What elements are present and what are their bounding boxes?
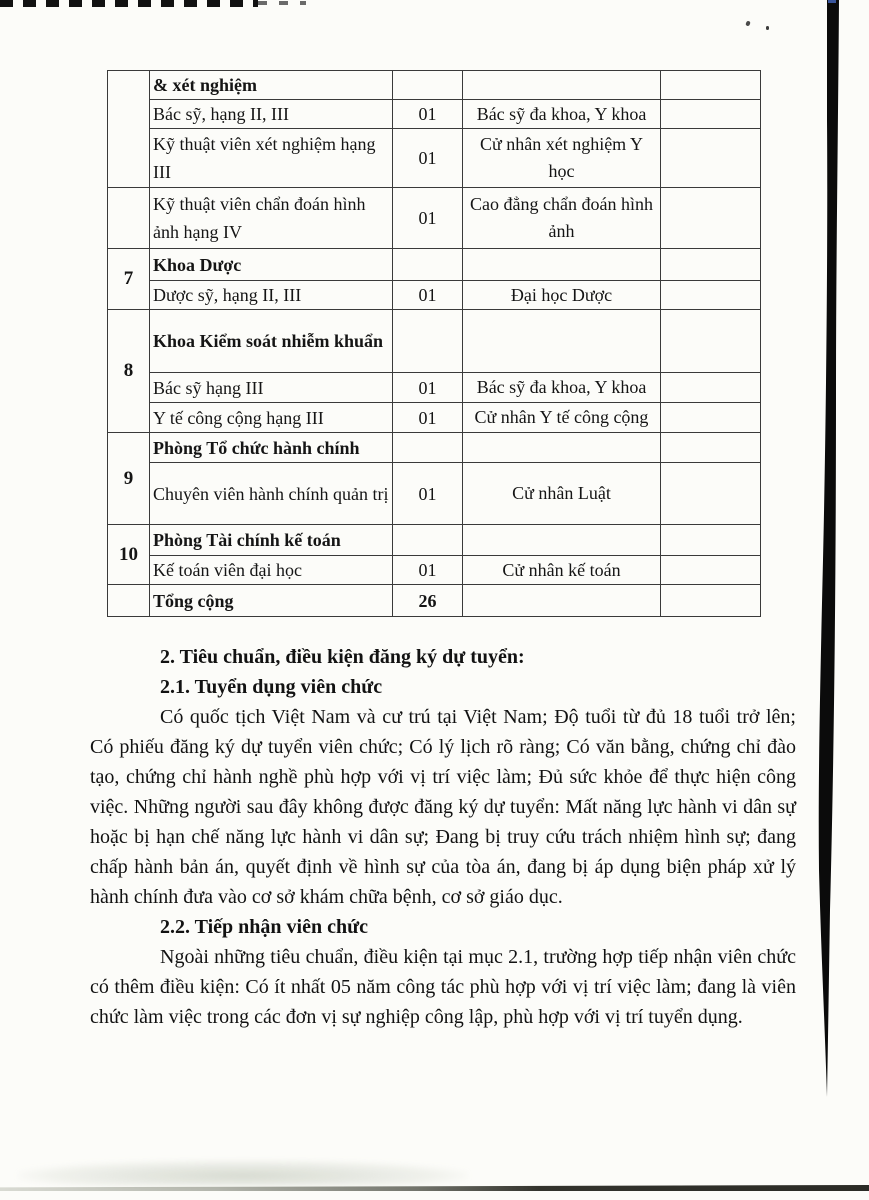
table-cell-note: [661, 556, 761, 585]
section-2-heading: 2. Tiêu chuẩn, điều kiện đăng ký dự tuyển:: [160, 646, 525, 668]
table-row: [108, 433, 761, 463]
scan-speck: [766, 26, 769, 30]
table-cell-note: [661, 373, 761, 403]
table-cell-quantity: [393, 71, 463, 100]
scan-speck: [745, 20, 750, 26]
table-cell-qualification: [463, 585, 661, 617]
scan-perforation-strip: [0, 0, 258, 7]
table-row: [108, 129, 761, 188]
body-text: [90, 642, 796, 1032]
table-cell-stt: 10: [108, 525, 150, 585]
table-cell-note: [661, 525, 761, 556]
table-cell-note: [661, 585, 761, 617]
table-cell-position: Kỹ thuật viên xét nghiệm hạng III: [150, 129, 393, 188]
table-cell-qualification: Cử nhân xét nghiệm Y học: [463, 129, 661, 188]
table-cell-stt: 7: [108, 249, 150, 310]
table-cell-quantity: [393, 310, 463, 373]
table-cell-quantity-total: 26: [393, 585, 463, 617]
table-row: [108, 310, 761, 373]
table-cell-note: [661, 129, 761, 188]
table-row: [108, 249, 761, 281]
table-cell-qualification: Cử nhân Luật: [463, 463, 661, 525]
table-cell-note: [661, 463, 761, 525]
section-2-2-paragraph: Ngoài những tiêu chuẩn, điều kiện tại mục 2.1, trường hợp tiếp nhận viên chức có thêm điều kiện: Có ít nhất 05 năm công tác phù hợp với vị trí việc làm; đang là viên chức làm việc trong các đơn vị sự nghiệp công lập, phù hợp với vị trí tuyển dụng.: [90, 946, 796, 1028]
table-cell-quantity: 01: [393, 188, 463, 249]
table-cell-position: Chuyên viên hành chính quản trị: [150, 463, 393, 525]
table-row: [108, 525, 761, 556]
table-row-total: [108, 585, 761, 617]
table-row: [108, 71, 761, 100]
table-cell-quantity: 01: [393, 373, 463, 403]
table-cell-note: [661, 188, 761, 249]
table-cell-note: [661, 100, 761, 129]
scan-perforation-strip-faded: [258, 1, 306, 5]
table-cell-qualification: Cử nhân Y tế công cộng: [463, 403, 661, 433]
table-cell-stt: 8: [108, 310, 150, 433]
table-row: [108, 373, 761, 403]
table-row: [108, 281, 761, 310]
table-cell-quantity: 01: [393, 463, 463, 525]
table-cell-position: Dược sỹ, hạng II, III: [150, 281, 393, 310]
table-cell-position: Bác sỹ, hạng II, III: [150, 100, 393, 129]
table-cell-qualification: [463, 249, 661, 281]
section-2-1-paragraph: Có quốc tịch Việt Nam và cư trú tại Việt Nam; Độ tuổi từ đủ 18 tuổi trở lên; Có phiếu đăng ký dự tuyển viên chức; Có lý lịch rõ ràng; Có văn bằng, chứng chỉ đào tạo, chứng chỉ hành nghề phù hợp với vị trí việc làm; Đủ sức khỏe để thực hiện công việc. Những người sau đây không được đăng ký dự tuyển: Mất năng lực hành vi dân sự hoặc bị hạn chế năng lực hành vi dân sự; Đang bị truy cứu trách nhiệm hình sự; đang chấp hành bản án, quyết định về hình sự của tòa án, đang bị áp dụng biện pháp xử lý hành chính đưa vào cơ sở khám chữa bệnh, cơ sở giáo dục.: [90, 706, 796, 908]
table-cell-qualification: [463, 310, 661, 373]
table-cell-quantity: 01: [393, 403, 463, 433]
table-cell-qualification: Cử nhân kế toán: [463, 556, 661, 585]
table-cell-position: Y tế công cộng hạng III: [150, 403, 393, 433]
table-row: [108, 463, 761, 525]
table-cell-quantity: 01: [393, 281, 463, 310]
table-cell-stt: 9: [108, 433, 150, 525]
table-cell-quantity: 01: [393, 129, 463, 188]
table-cell-quantity: 01: [393, 100, 463, 129]
table-cell-position: Phòng Tài chính kế toán: [150, 525, 393, 556]
table-cell-note: [661, 403, 761, 433]
table-row: [108, 100, 761, 129]
table-cell-stt: [108, 188, 150, 249]
table-cell-qualification: [463, 71, 661, 100]
section-2-2-heading: 2.2. Tiếp nhận viên chức: [160, 916, 368, 938]
table-cell-note: [661, 310, 761, 373]
table-cell-note: [661, 281, 761, 310]
table-cell-position: Kế toán viên đại học: [150, 556, 393, 585]
table-cell-quantity: 01: [393, 556, 463, 585]
table-cell-qualification: [463, 525, 661, 556]
table-cell-position: Khoa Kiểm soát nhiễm khuẩn: [150, 310, 393, 373]
table-cell-quantity: [393, 249, 463, 281]
table-cell-position: Tổng cộng: [150, 585, 393, 617]
table-row: [108, 188, 761, 249]
scan-bottom-smudge: [18, 1160, 468, 1186]
positions-table: [107, 70, 761, 617]
table-cell-qualification: Bác sỹ đa khoa, Y khoa: [463, 373, 661, 403]
table-cell-note: [661, 249, 761, 281]
table-cell-qualification: Cao đẳng chẩn đoán hình ảnh: [463, 188, 661, 249]
table-cell-position: Bác sỹ hạng III: [150, 373, 393, 403]
table-cell-qualification: Bác sỹ đa khoa, Y khoa: [463, 100, 661, 129]
table-cell-position: Kỹ thuật viên chẩn đoán hình ảnh hạng IV: [150, 188, 393, 249]
table-cell-qualification: [463, 433, 661, 463]
table-cell-stt: [108, 585, 150, 617]
table-cell-qualification: Đại học Dược: [463, 281, 661, 310]
table-cell-note: [661, 433, 761, 463]
table-row: [108, 403, 761, 433]
table-cell-note: [661, 71, 761, 100]
table-row: [108, 556, 761, 585]
table-cell-stt: [108, 71, 150, 188]
table-cell-position: Khoa Dược: [150, 249, 393, 281]
table-cell-position: & xét nghiệm: [150, 71, 393, 100]
table-cell-quantity: [393, 433, 463, 463]
table-cell-quantity: [393, 525, 463, 556]
table-cell-position: Phòng Tổ chức hành chính: [150, 433, 393, 463]
section-2-1-heading: 2.1. Tuyển dụng viên chức: [160, 676, 383, 698]
